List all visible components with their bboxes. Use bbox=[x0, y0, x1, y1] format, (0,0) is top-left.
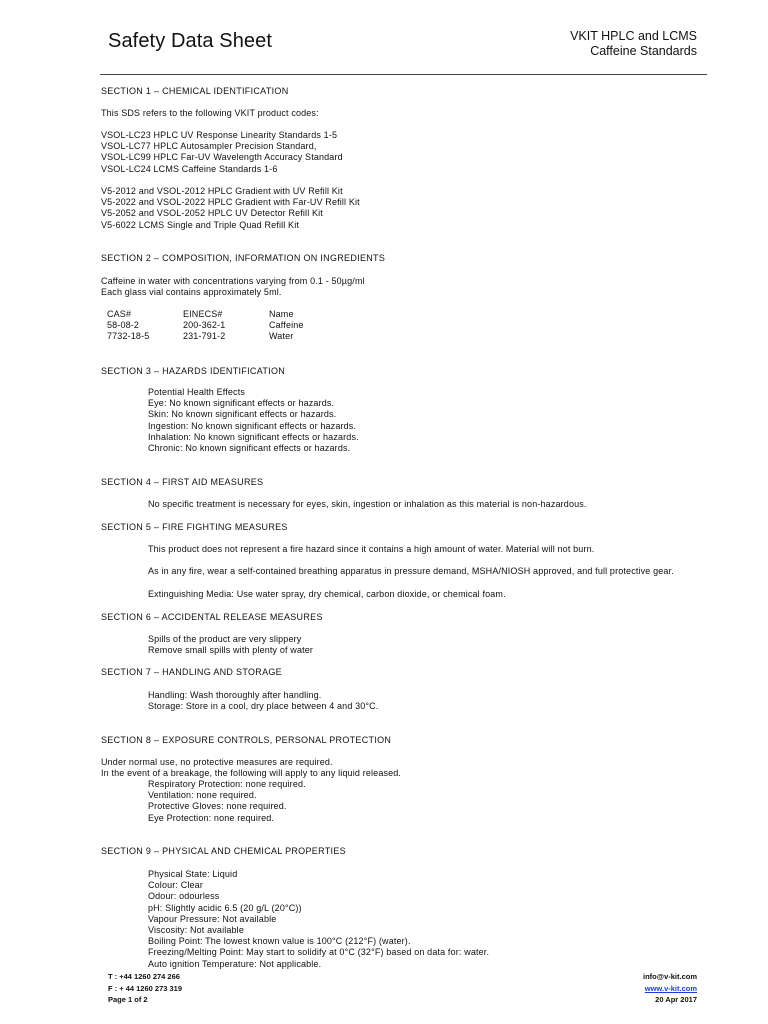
table-header-row bbox=[107, 309, 304, 320]
section-5-heading: SECTION 5 – FIRE FIGHTING MEASURES bbox=[101, 522, 288, 532]
column-header-einecs: EINECS# bbox=[183, 309, 223, 319]
table-row bbox=[107, 320, 304, 331]
property-line: Freezing/Melting Point: May start to solidify at 0°C (32°F) based on data for: water. bbox=[148, 947, 490, 958]
product-title bbox=[570, 29, 697, 59]
product-line-2: Caffeine Standards bbox=[590, 44, 697, 58]
product-code: VSOL-LC23 HPLC UV Response Linearity Standards 1-5 bbox=[101, 130, 338, 140]
product-code-list-b bbox=[101, 186, 360, 231]
table-row bbox=[107, 331, 304, 342]
extinguishing-media-text: Extinguishing Media: Use water spray, dry chemical, carbon dioxide, or chemical foam. bbox=[148, 589, 506, 599]
section-2-heading: SECTION 2 – COMPOSITION, INFORMATION ON INGREDIENTS bbox=[101, 253, 386, 263]
handling-line: Handling: Wash thoroughly after handling. bbox=[148, 690, 322, 700]
protection-line: Eye Protection: none required. bbox=[148, 812, 275, 823]
composition-line: Each glass vial contains approximately 5ml. bbox=[101, 287, 282, 298]
exposure-line: In the event of a breakage, the following will apply to any liquid released. bbox=[101, 768, 402, 779]
property-line: Odour: odourless bbox=[148, 891, 220, 902]
header-divider bbox=[100, 74, 707, 75]
property-line: Auto ignition Temperature: Not applicable. bbox=[148, 958, 322, 969]
website-link[interactable]: www.v-kit.com bbox=[644, 983, 697, 993]
release-measures-list bbox=[101, 634, 313, 656]
exposure-text bbox=[101, 757, 401, 779]
property-line: pH: Slightly acidic 6.5 (20 g/L (20°C)) bbox=[148, 902, 302, 913]
hazard-line: Inhalation: No known significant effects or hazards. bbox=[148, 431, 359, 442]
section-7-heading: SECTION 7 – HANDLING AND STORAGE bbox=[101, 667, 282, 677]
page-number: Page 1 of 2 bbox=[108, 995, 148, 1005]
property-line: Colour: Clear bbox=[148, 880, 203, 891]
section-8-heading: SECTION 8 – EXPOSURE CONTROLS, PERSONAL PROTECTION bbox=[101, 735, 392, 745]
handling-list bbox=[101, 690, 379, 712]
product-code: V5-6022 LCMS Single and Triple Quad Refill Kit bbox=[101, 219, 300, 230]
property-line: Vapour Pressure: Not available bbox=[148, 913, 277, 924]
section-6-heading: SECTION 6 – ACCIDENTAL RELEASE MEASURES bbox=[101, 612, 323, 622]
property-line: Physical State: Liquid bbox=[148, 869, 238, 879]
product-code: VSOL-LC24 LCMS Caffeine Standards 1-6 bbox=[101, 163, 278, 174]
fire-protection-text: As in any fire, wear a self-contained breathing apparatus in pressure demand, MSHA/NIOSH approved, and full protective gear. bbox=[148, 566, 674, 576]
name-cell: Water bbox=[269, 331, 294, 342]
property-line: Boiling Point: The lowest known value is 100°C (212°F) (water). bbox=[148, 936, 411, 947]
protection-line: Protective Gloves: none required. bbox=[148, 801, 287, 812]
fax-number: F : + 44 1260 273 319 bbox=[108, 983, 183, 993]
name-cell: Caffeine bbox=[269, 320, 304, 331]
product-code: V5-2012 and VSOL-2012 HPLC Gradient with UV Refill Kit bbox=[101, 186, 343, 196]
column-header-name: Name bbox=[269, 309, 294, 319]
release-line: Remove small spills with plenty of water bbox=[148, 645, 314, 656]
column-header-cas: CAS# bbox=[107, 309, 132, 319]
hazards-list bbox=[101, 387, 359, 454]
footer-contact bbox=[108, 971, 182, 1006]
cas-cell: 7732-18-5 bbox=[107, 331, 150, 342]
document-date: 20 Apr 2017 bbox=[655, 995, 697, 1005]
exposure-line: Under normal use, no protective measures are required. bbox=[101, 757, 333, 767]
cas-cell: 58-08-2 bbox=[107, 320, 140, 331]
section-3-heading: SECTION 3 – HAZARDS IDENTIFICATION bbox=[101, 366, 286, 376]
section-4-heading: SECTION 4 – FIRST AID MEASURES bbox=[101, 477, 264, 487]
einecs-cell: 200-362-1 bbox=[183, 320, 226, 331]
ingredients-table bbox=[107, 309, 304, 343]
page-title: Safety Data Sheet bbox=[108, 30, 273, 52]
first-aid-text: No specific treatment is necessary for eyes, skin, ingestion or inhalation as this material is non-hazardous. bbox=[148, 499, 587, 509]
hazard-line: Skin: No known significant effects or hazards. bbox=[148, 409, 337, 420]
hazard-line: Potential Health Effects bbox=[148, 387, 245, 397]
composition-line: Caffeine in water with concentrations varying from 0.1 - 50µg/ml bbox=[101, 276, 365, 286]
property-line: Viscosity: Not available bbox=[148, 925, 244, 936]
protection-list bbox=[101, 779, 306, 824]
einecs-cell: 231-791-2 bbox=[183, 331, 226, 342]
product-code: V5-2052 and VSOL-2052 HPLC UV Detector Refill Kit bbox=[101, 208, 323, 219]
section-9-heading: SECTION 9 – PHYSICAL AND CHEMICAL PROPERTIES bbox=[101, 846, 346, 856]
product-code: VSOL-LC99 HPLC Far-UV Wavelength Accuracy Standard bbox=[101, 152, 343, 163]
product-code: V5-2022 and VSOL-2022 HPLC Gradient with Far-UV Refill Kit bbox=[101, 197, 360, 208]
fire-hazard-text: This product does not represent a fire hazard since it contains a high amount of water. Material will not burn. bbox=[148, 544, 595, 554]
storage-line: Storage: Store in a cool, dry place between 4 and 30°C. bbox=[148, 701, 379, 712]
hazard-line: Chronic: No known significant effects or hazards. bbox=[148, 443, 351, 454]
product-line-1: VKIT HPLC and LCMS bbox=[570, 29, 697, 43]
email-link[interactable]: info@v-kit.com bbox=[643, 972, 697, 981]
properties-list bbox=[101, 869, 489, 970]
hazard-line: Eye: No known significant effects or hazards. bbox=[148, 398, 335, 409]
protection-line: Respiratory Protection: none required. bbox=[148, 779, 306, 789]
section-2-text bbox=[101, 276, 365, 298]
phone-number: T : +44 1260 274 266 bbox=[108, 972, 180, 981]
protection-line: Ventilation: none required. bbox=[148, 790, 257, 801]
product-code-list-a bbox=[101, 130, 343, 175]
hazard-line: Ingestion: No known significant effects or hazards. bbox=[148, 420, 357, 431]
release-line: Spills of the product are very slippery bbox=[148, 634, 302, 644]
section-1-intro: This SDS refers to the following VKIT product codes: bbox=[101, 108, 319, 118]
footer-info bbox=[643, 971, 697, 1006]
product-code: VSOL-LC77 HPLC Autosampler Precision Standard, bbox=[101, 141, 317, 152]
section-1-heading: SECTION 1 – CHEMICAL IDENTIFICATION bbox=[101, 86, 289, 96]
